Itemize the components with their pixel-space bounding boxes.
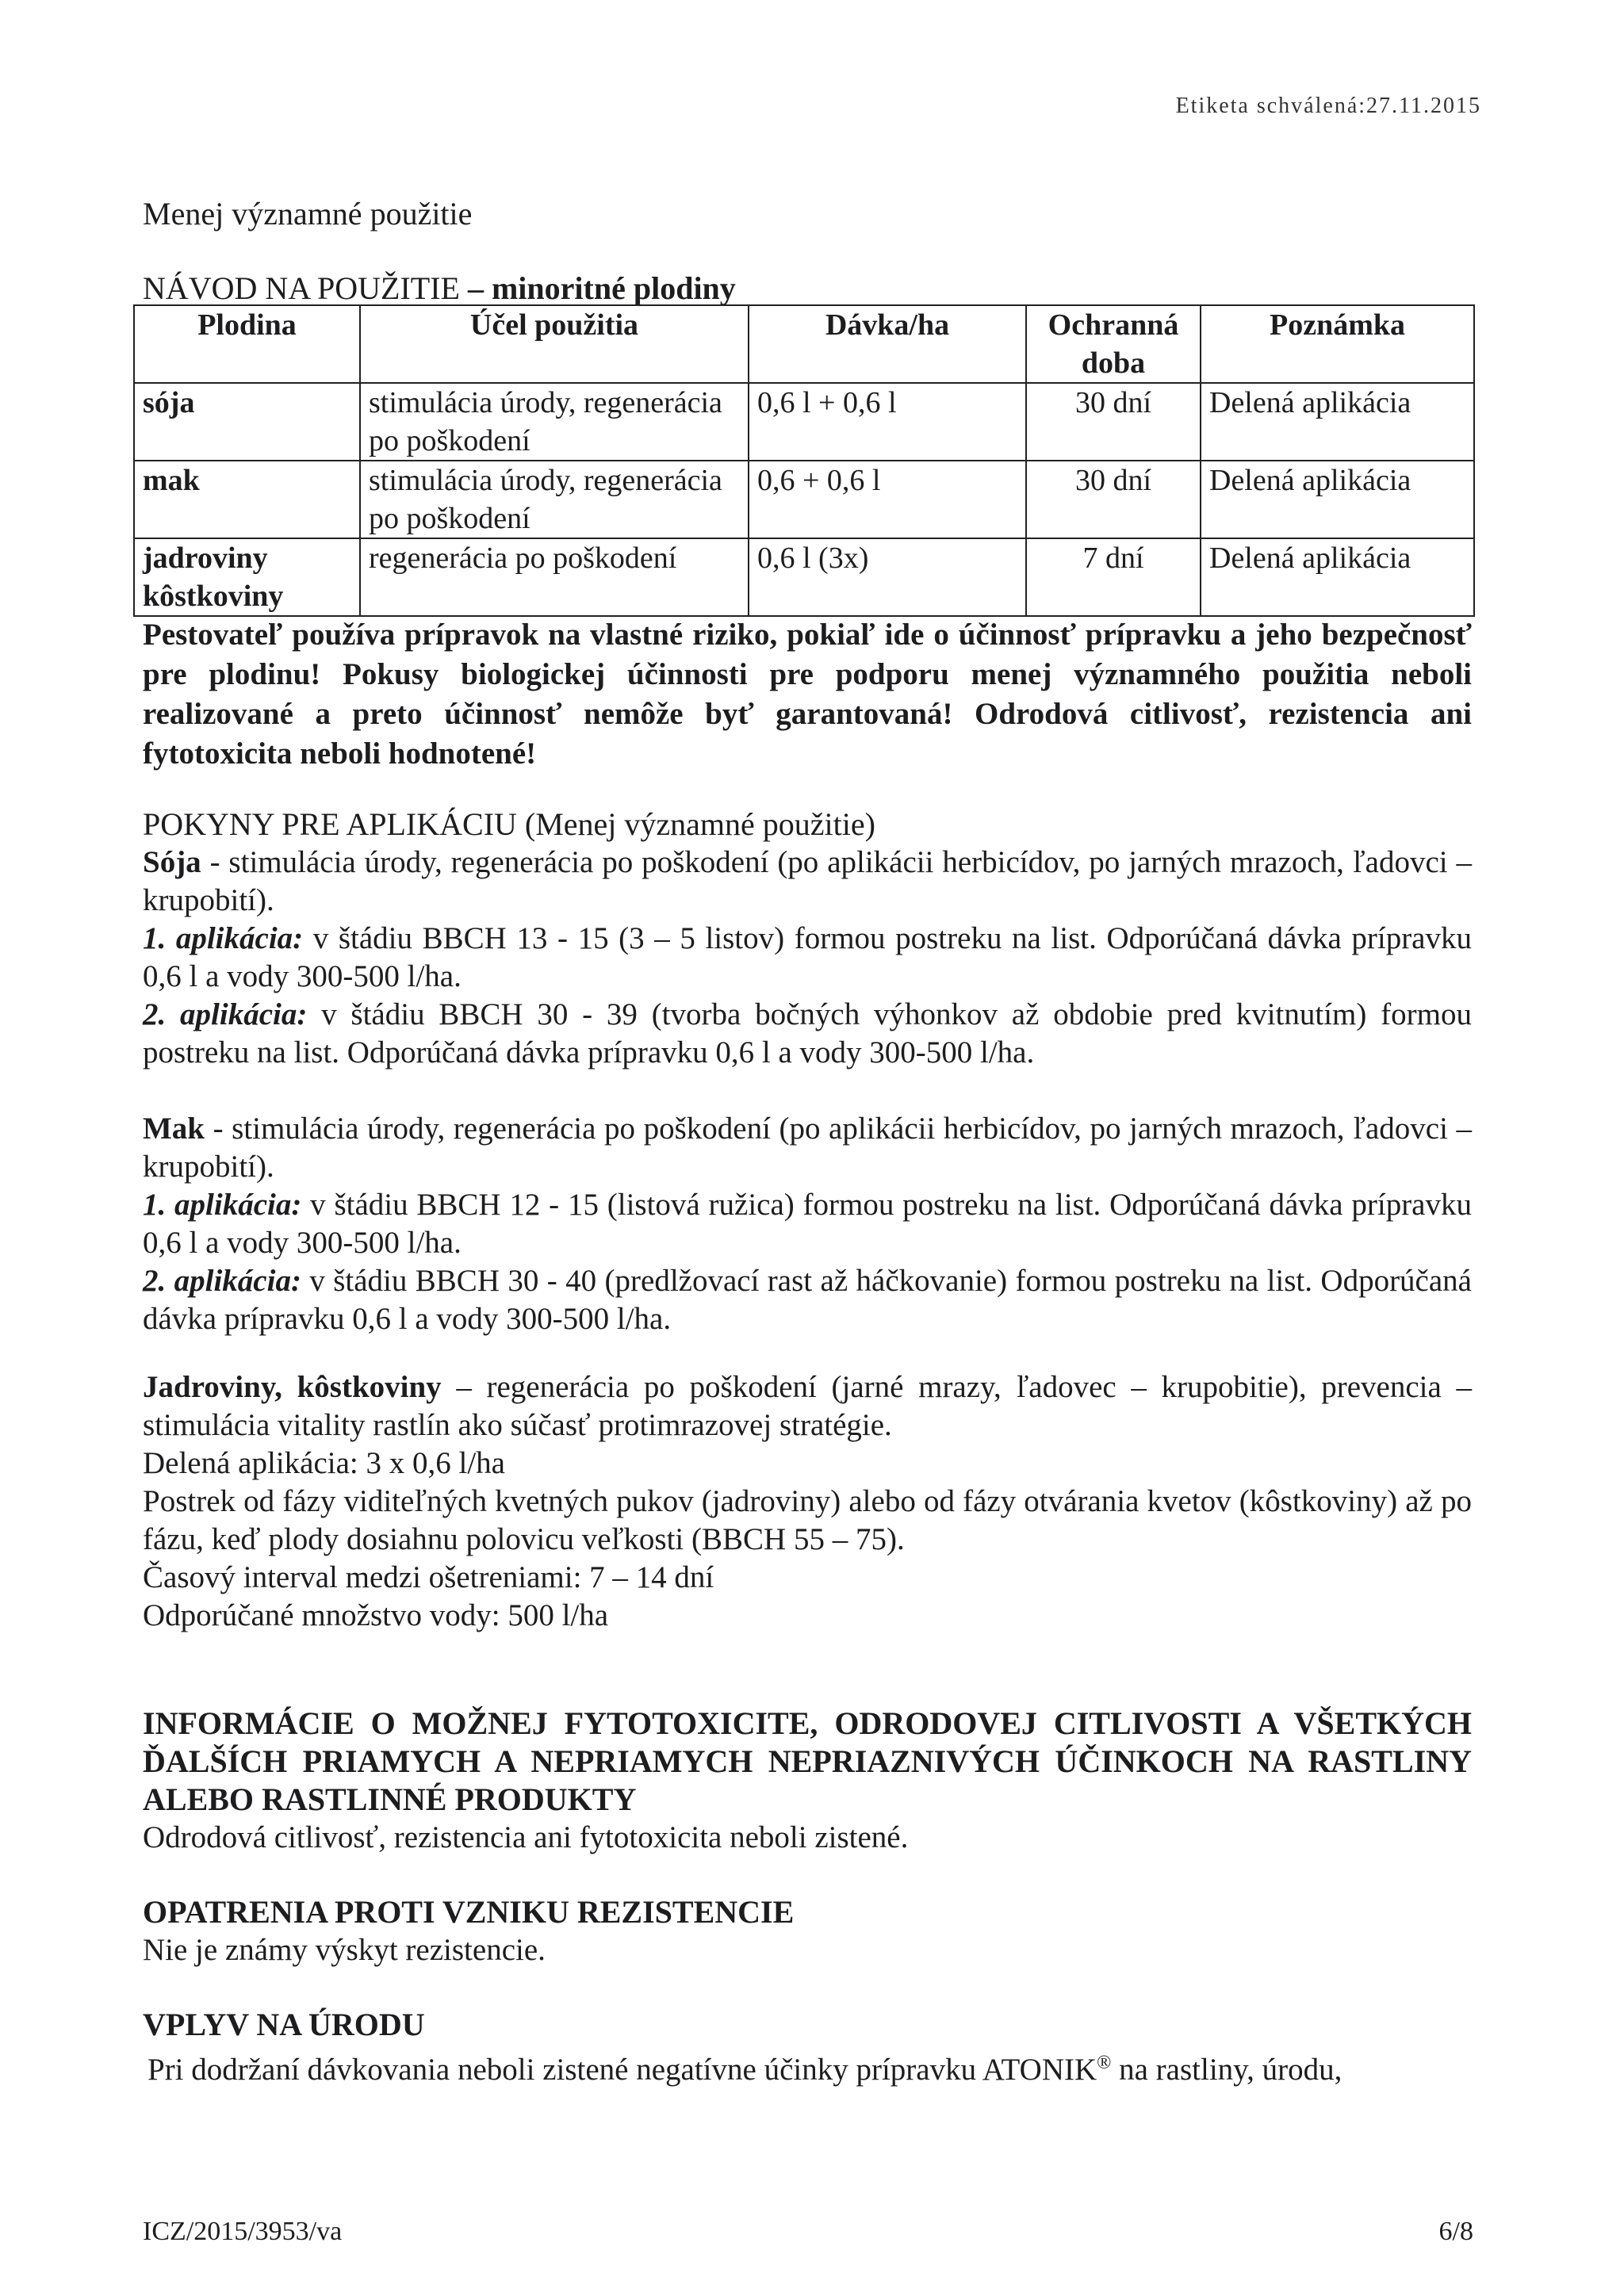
document-id: ICZ/2015/3953/va bbox=[143, 2217, 343, 2246]
header-note: Poznámka bbox=[1201, 305, 1474, 383]
cell-period: 30 dní bbox=[1026, 383, 1201, 461]
pokyny-section bbox=[143, 806, 1472, 1072]
opatrenia-text: Nie je známy výskyt rezistencie. bbox=[143, 1933, 546, 1967]
cell-period: 7 dní bbox=[1026, 538, 1201, 616]
cell-crop: jadroviny kôstkoviny bbox=[134, 538, 360, 616]
vplyv-text-before: Pri dodržaní dávkovania neboli zistené negatívne účinky prípravku ATONIK bbox=[147, 2053, 1097, 2087]
cell-purpose: stimulácia úrody, regenerácia po poškodení bbox=[360, 383, 749, 461]
mak-section bbox=[143, 1110, 1472, 1338]
mak-name: Mak bbox=[143, 1112, 205, 1146]
header-period: Ochranná doba bbox=[1026, 305, 1201, 383]
mak-app2 bbox=[143, 1262, 1472, 1338]
mak-intro bbox=[143, 1110, 1472, 1186]
header-dose: Dávka/ha bbox=[749, 305, 1026, 383]
mak-app1-text: v štádiu BBCH 12 - 15 (listová ružica) formou postreku na list. Odporúčaná dávka prípravku 0,6 l a vody 300-500 l/ha. bbox=[143, 1188, 1472, 1260]
mak-app1 bbox=[143, 1186, 1472, 1262]
table-row bbox=[134, 461, 1474, 538]
registered-mark: ® bbox=[1097, 2053, 1112, 2073]
cell-dose: 0,6 l + 0,6 l bbox=[749, 383, 1026, 461]
cell-purpose: stimulácia úrody, regenerácia po poškodení bbox=[360, 461, 749, 538]
jadroviny-water: Odporúčané množstvo vody: 500 l/ha bbox=[143, 1598, 609, 1632]
info-text: Odrodová citlivosť, rezistencia ani fytotoxicita neboli zistené. bbox=[143, 1820, 909, 1854]
soja-app2 bbox=[143, 996, 1472, 1072]
cell-crop: mak bbox=[134, 461, 360, 538]
mak-app1-label: 1. aplikácia: bbox=[143, 1188, 302, 1222]
soja-name: Sója bbox=[143, 845, 201, 879]
soja-intro-text: - stimulácia úrody, regenerácia po poškodení (po aplikácii herbicídov, po jarných mrazoch, ľadovci – krupobití). bbox=[143, 845, 1472, 917]
header-crop: Plodina bbox=[134, 305, 360, 383]
jadroviny-split: Delená aplikácia: 3 x 0,6 l/ha bbox=[143, 1446, 505, 1480]
risk-warning: Pestovateľ používa prípravok na vlastné riziko, pokiaľ ide o účinnosť prípravku a jeho bezpečnosť pre plodinu! Pokusy biologickej účinnosti pre podporu menej významného použitia neboli realizované a preto účinnosť nemôže byť garantovaná! Odrodová citlivosť, rezistencia ani fytotoxicita neboli hodnotené! bbox=[143, 618, 1472, 771]
jadroviny-intro bbox=[143, 1368, 1472, 1445]
cell-purpose: regenerácia po poškodení bbox=[360, 538, 749, 616]
mak-app2-label: 2. aplikácia: bbox=[143, 1264, 301, 1298]
navod-suffix: – minoritné plodiny bbox=[459, 270, 736, 306]
mak-app2-text: v štádiu BBCH 30 - 40 (predlžovací rast až háčkovanie) formou postreku na list. Odporúčaná dávka prípravku 0,6 l a vody 300-500 l/ha. bbox=[143, 1264, 1472, 1336]
header-purpose: Účel použitia bbox=[360, 305, 749, 383]
table-row bbox=[134, 383, 1474, 461]
jadroviny-interval: Časový interval medzi ošetreniami: 7 – 14 dní bbox=[143, 1560, 714, 1594]
soja-app1-text: v štádiu BBCH 13 - 15 (3 – 5 listov) formou postreku na list. Odporúčaná dávka prípravku 0,6 l a vody 300-500 l/ha. bbox=[143, 921, 1472, 993]
jadroviny-intro-text: – regenerácia po poškodení (jarné mrazy, ľadovec – krupobitie), prevencia – stimulácia vitality rastlín ako súčasť protimrazovej stratégie. bbox=[143, 1370, 1472, 1442]
soja-app1 bbox=[143, 920, 1472, 996]
section-title: Menej významné použitie bbox=[143, 196, 473, 232]
vplyv-section bbox=[143, 2006, 1472, 2089]
cell-crop: sója bbox=[134, 383, 360, 461]
vplyv-text bbox=[143, 2044, 1472, 2089]
table-header-row bbox=[134, 305, 1474, 383]
soja-intro bbox=[143, 844, 1472, 920]
page-number: 6/8 bbox=[1438, 2217, 1473, 2246]
mak-intro-text: - stimulácia úrody, regenerácia po poškodení (po aplikácii herbicídov, po jarných mrazoch, ľadovci – krupobití). bbox=[143, 1112, 1472, 1184]
opatrenia-section bbox=[143, 1893, 1472, 1969]
navod-heading bbox=[143, 270, 736, 307]
soja-app1-label: 1. aplikácia: bbox=[143, 921, 304, 955]
soja-app2-text: v štádiu BBCH 30 - 39 (tvorba bočných výhonkov až obdobie pred kvitnutím) formou postreku na list. Odporúčaná dávka prípravku 0,6 l a vody 300-500 l/ha. bbox=[143, 997, 1472, 1070]
opatrenia-title: OPATRENIA PROTI VZNIKU REZISTENCIE bbox=[143, 1894, 795, 1930]
cell-note: Delená aplikácia bbox=[1201, 461, 1474, 538]
vplyv-text-after: na rastliny, úrodu, bbox=[1111, 2053, 1342, 2087]
minor-crops-table bbox=[133, 304, 1475, 617]
cell-period: 30 dní bbox=[1026, 461, 1201, 538]
table-row bbox=[134, 538, 1474, 616]
info-section bbox=[143, 1705, 1472, 1857]
jadroviny-name: Jadroviny, kôstkoviny bbox=[143, 1370, 442, 1404]
info-title: INFORMÁCIE O MOŽNEJ FYTOTOXICITE, ODRODOVEJ CITLIVOSTI A VŠETKÝCH ĎALŠÍCH PRIAMYCH A NEPRIAMYCH NEPRIAZNIVÝCH ÚČINKOCH NA RASTLINY ALEBO RASTLINNÉ PRODUKTY bbox=[143, 1705, 1472, 1817]
approval-date: Etiketa schválená:27.11.2015 bbox=[1175, 94, 1481, 118]
soja-app2-label: 2. aplikácia: bbox=[143, 997, 308, 1031]
vplyv-title: VPLYV NA ÚRODU bbox=[143, 2007, 425, 2042]
jadroviny-section bbox=[143, 1368, 1472, 1635]
cell-dose: 0,6 l (3x) bbox=[749, 538, 1026, 616]
cell-note: Delená aplikácia bbox=[1201, 538, 1474, 616]
cell-note: Delená aplikácia bbox=[1201, 383, 1474, 461]
cell-dose: 0,6 + 0,6 l bbox=[749, 461, 1026, 538]
pokyny-title: POKYNY PRE APLIKÁCIU (Menej významné použitie) bbox=[143, 806, 875, 842]
jadroviny-postrek: Postrek od fázy viditeľných kvetných pukov (jadroviny) alebo od fázy otvárania kvetov (kôstkoviny) až po fázu, keď plody dosiahnu polovicu veľkosti (BBCH 55 – 75). bbox=[143, 1484, 1472, 1556]
navod-prefix: NÁVOD NA POUŽITIE bbox=[143, 270, 460, 306]
